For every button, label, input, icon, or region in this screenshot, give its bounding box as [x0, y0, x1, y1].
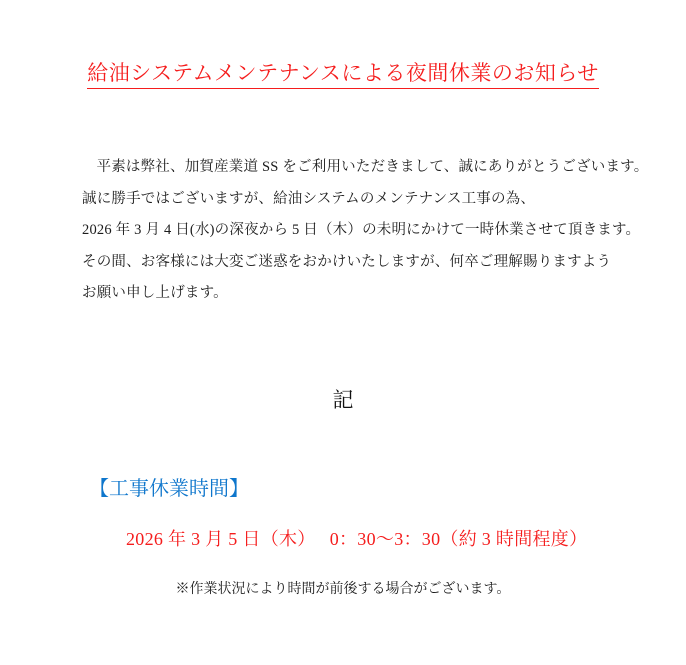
body-paragraph — [82, 156, 649, 314]
title-container — [0, 61, 686, 89]
closure-time-line: 2026 年 3 月 5 日（木） 0：30～3：30（約 3 時間程度） — [126, 529, 588, 549]
body-line-5: お願い申し上げます。 — [82, 285, 228, 301]
notice-title: 給油システムメンテナンスによる夜間休業のお知らせ — [87, 61, 599, 89]
body-line-2: 誠に勝手ではございますが、給油システムのメンテナンス工事の為、 — [82, 190, 536, 207]
closure-section-heading: 【工事休業時間】 — [89, 478, 249, 500]
body-line-4: その間、お客様には大変ご迷惑をおかけいたしますが、何卒ご理解賜りますよう — [82, 253, 612, 270]
body-line-1: 平素は弊社、加賀産業道 SS をご利用いただきまして、誠にありがとうございます。 — [96, 159, 649, 175]
body-line-3: 2026 年 3 月 4 日(水)の深夜から 5 日（木）の未明にかけて一時休業させて頂きます。 — [82, 222, 641, 238]
ki-marker: 記 — [332, 388, 354, 412]
closure-note: ※作業状況により時間が前後する場合がございます。 — [175, 582, 511, 597]
